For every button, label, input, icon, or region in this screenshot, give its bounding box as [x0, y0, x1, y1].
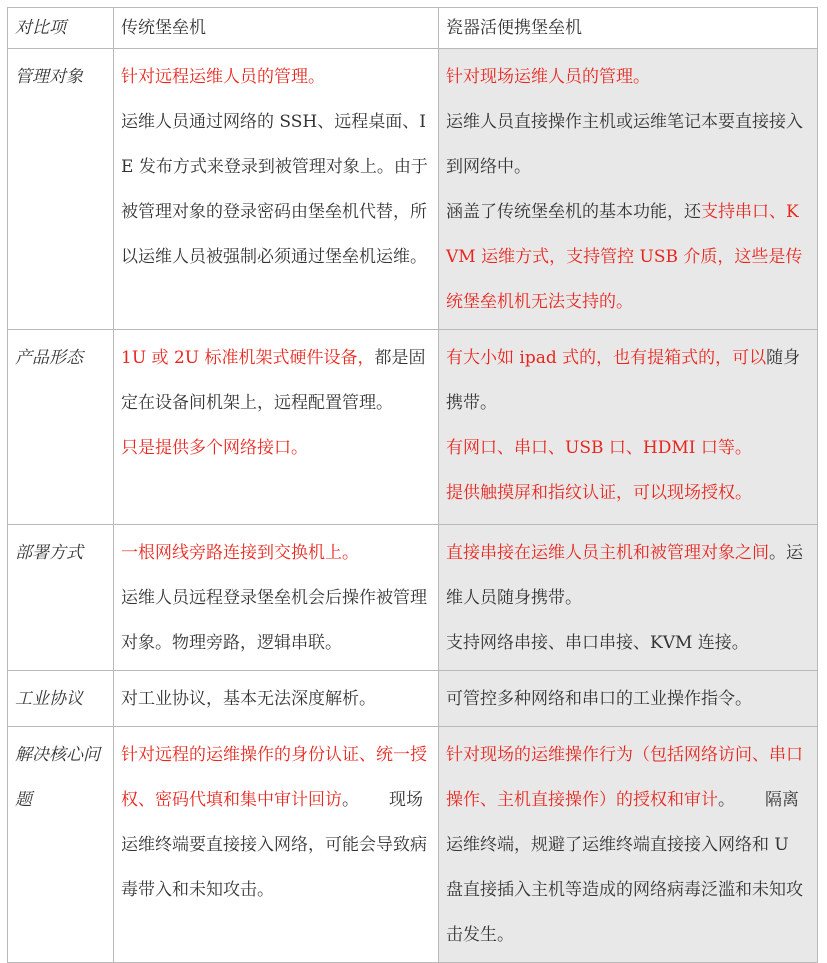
header-comparison-item: 对比项: [8, 8, 114, 49]
cell-text: 。: [342, 790, 359, 810]
traditional-cell: [114, 727, 439, 963]
portable-cell: [439, 525, 818, 671]
cell-highlight-text: 提供触摸屏和指纹认证，可以现场授权。: [446, 483, 752, 503]
cell-highlight-text: 有网口、串口、USB 口、HDMI 口等。: [446, 438, 752, 458]
comparison-table: [7, 7, 818, 963]
cell-text: 运维人员远程登录堡垒机会后操作被管理对象。物理旁路，逻辑串联。: [121, 588, 427, 653]
portable-cell: [439, 330, 818, 525]
cell-text: 隔离运维终端，规避了运维终端直接接入网络和 U 盘直接插入主机等造成的网络病毒泛滥和未知攻击发生。: [446, 790, 803, 945]
cell-highlight-text: 针对现场的运维操作行为（包括网络访问、串口操作、主机直接操作）的授权和审计: [446, 745, 803, 810]
table-row: [8, 525, 818, 671]
traditional-cell: [114, 330, 439, 525]
row-label: 工业协议: [8, 671, 114, 727]
cell-highlight-text: 一根网线旁路连接到交换机上。: [121, 543, 359, 563]
table-row: [8, 671, 818, 727]
cell-highlight-text: 针对远程的运维操作的身份认证、统一授权、密码代填和集中审计回访: [121, 745, 427, 810]
table-row: [8, 49, 818, 330]
header-portable-bastion: 瓷器活便携堡垒机: [439, 8, 818, 49]
traditional-cell: [114, 525, 439, 671]
traditional-cell: [114, 49, 439, 330]
table-header-row: [8, 8, 818, 49]
table-row: [8, 330, 818, 525]
table-row: [8, 727, 818, 963]
cell-text: 随身携带。: [446, 348, 801, 413]
cell-text: 现场运维终端要直接接入网络，可能会导致病毒带入和未知攻击。: [121, 790, 427, 900]
cell-text: 涵盖了传统堡垒机的基本功能，还: [446, 202, 701, 222]
row-label: 部署方式: [8, 525, 114, 671]
portable-cell: [439, 671, 818, 727]
cell-text: 运维人员通过网络的 SSH、远程桌面、IE 发布方式来登录到被管理对象上。由于被管理对象的登录密码由堡垒机代替，所以运维人员被强制必须通过堡垒机运维。: [121, 112, 428, 267]
cell-highlight-text: 针对远程运维人员的管理。: [121, 67, 325, 87]
cell-text: 。运维人员随身携带。: [446, 543, 803, 608]
cell-highlight-text: 针对现场运维人员的管理。: [446, 67, 650, 87]
cell-highlight-text: 有大小如 ipad 式的，也有提箱式的，可以: [446, 348, 767, 368]
cell-text: 对工业协议，基本无法深度解析。: [121, 689, 376, 709]
portable-cell: [439, 49, 818, 330]
traditional-cell: [114, 671, 439, 727]
cell-text: 支持网络串接、串口串接、KVM 连接。: [446, 633, 749, 653]
portable-cell: [439, 727, 818, 963]
row-label: 产品形态: [8, 330, 114, 525]
row-label: 管理对象: [8, 49, 114, 330]
cell-text: 可管控多种网络和串口的工业操作指令。: [446, 689, 752, 709]
cell-text: 。: [718, 790, 735, 810]
cell-text: 运维人员直接操作主机或运维笔记本要直接接入到网络中。: [446, 112, 803, 177]
cell-text: 都是固定在设备间机架上，远程配置管理。: [121, 348, 426, 413]
cell-highlight-text: 支持串口、KVM 运维方式，支持管控 USB 介质，这些是传统堡垒机机无法支持的。: [446, 202, 803, 312]
cell-highlight-text: 1U 或 2U 标准机架式硬件设备，: [121, 348, 375, 368]
cell-highlight-text: 直接串接在运维人员主机和被管理对象之间: [446, 543, 769, 563]
header-traditional-bastion: 传统堡垒机: [114, 8, 439, 49]
row-label: 解决核心问题: [8, 727, 114, 963]
cell-highlight-text: 只是提供多个网络接口。: [121, 438, 308, 458]
